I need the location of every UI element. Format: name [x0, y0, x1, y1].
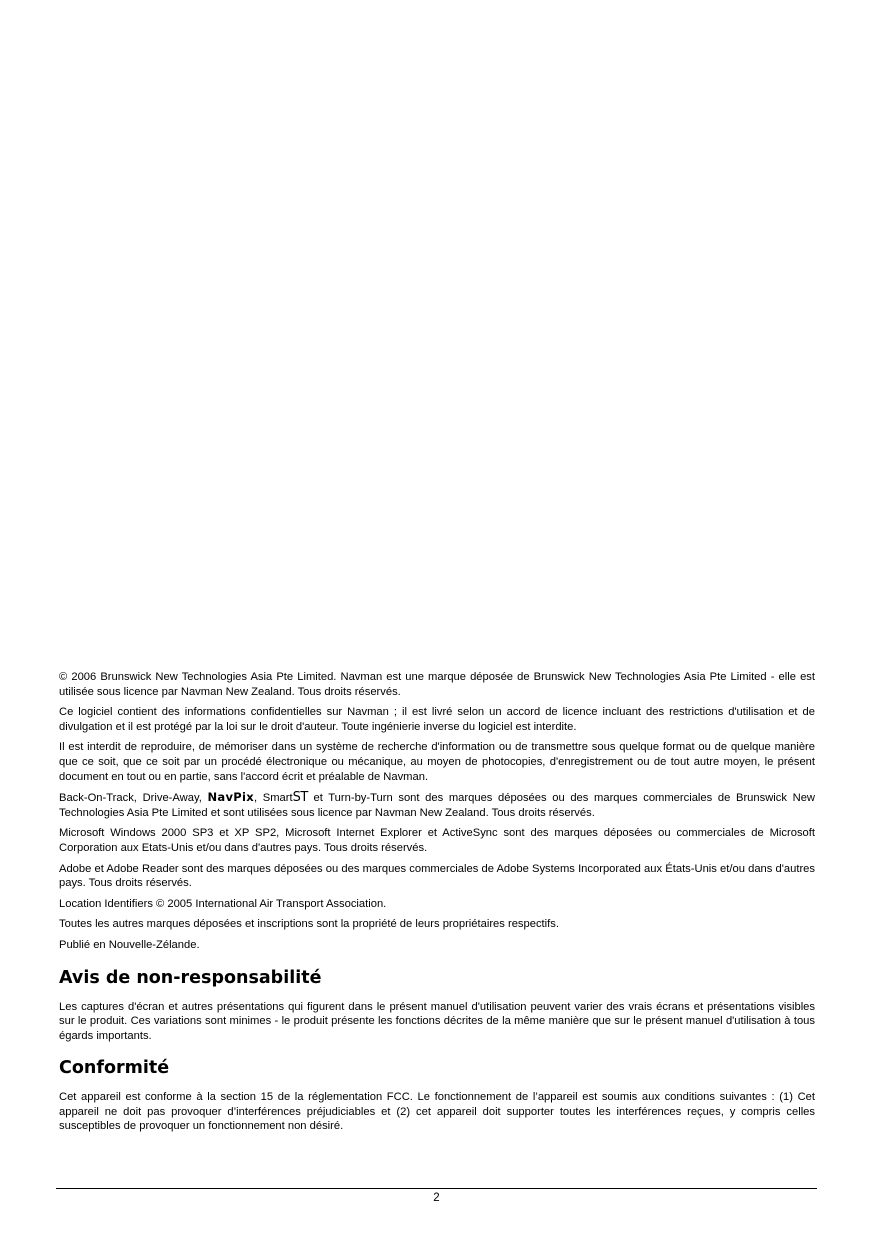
- confidential-software-paragraph: Ce logiciel contient des informations confidentielles sur Navman ; il est livré selon un accord de licence incluant des restrictions d'utilisation et de divulgation et il est protégé par la loi sur le droit d'auteur. Toute ingénierie inverse du logiciel est interdite.: [59, 706, 815, 733]
- other-trademarks-paragraph: Toutes les autres marques déposées et inscriptions sont la propriété de leurs propriétaires respectifs.: [59, 918, 559, 931]
- compliance-paragraph: Cet appareil est conforme à la section 15 de la réglementation FCC. Le fonctionnement de l’appareil est soumis aux conditions suivantes : (1) Cet appareil ne doit pas provoquer d’interférences préjudiciables et (2) cet appareil doit supporter toutes les interférences reçues, y compris celles susceptibles de provoquer un fonctionnement non désiré.: [59, 1091, 815, 1133]
- trademarks-navman-paragraph: [59, 790, 815, 820]
- copyright-paragraph: © 2006 Brunswick New Technologies Asia Pte Limited. Navman est une marque déposée de Brunswick New Technologies Asia Pte Limited - elle est utilisée sous licence par Navman New Zealand. Tous droits réservés.: [59, 671, 815, 698]
- smartst-st-logo-text: ST: [292, 790, 308, 806]
- disclaimer-paragraph: Les captures d'écran et autres présentations qui figurent dans le présent manuel d'utilisation peuvent varier des vrais écrans et présentations visibles sur le produit. Ces variations sont minimes - le produit présente les fonctions décrites de la même manière que sur le présent manuel d'utilisation à tous égards importants.: [59, 1000, 815, 1042]
- page-number: 2: [433, 1192, 440, 1204]
- reproduction-prohibited-paragraph: Il est interdit de reproduire, de mémoriser dans un système de recherche d'information ou de transmettre sous quelque format ou de quelque manière que ce soit, que ce soit par un procédé électronique ou mécanique, au moyen de photocopies, d'enregistrement ou de tout autre moyen, le présent document en tout ou en partie, sans l'accord écrit et préalable de Navman.: [59, 741, 815, 783]
- smartst-smart-text: Smart: [262, 792, 293, 805]
- microsoft-trademarks-paragraph: Microsoft Windows 2000 SP3 et XP SP2, Microsoft Internet Explorer et ActiveSync sont des marques déposées ou commerciales de Microsoft Corporation aux Etats-Unis et/ou dans d'autres pays. Tous droits réservés.: [59, 827, 815, 854]
- adobe-trademarks-paragraph: Adobe et Adobe Reader sont des marques déposées ou des marques commerciales de Adobe Systems Incorporated aux États-Unis et/ou dans d'autres pays. Tous droits réservés.: [59, 862, 815, 890]
- published-in-paragraph: Publié en Nouvelle-Zélande.: [59, 938, 200, 951]
- navpix-logo-text: NavPix: [207, 790, 254, 805]
- disclaimer-heading: Avis de non-responsabilité: [59, 967, 322, 988]
- location-identifiers-paragraph: Location Identifiers © 2005 International Air Transport Association.: [59, 897, 387, 910]
- trademarks-comma: ,: [253, 792, 263, 805]
- page-content: [59, 670, 815, 1140]
- trademarks-rest-text: et Turn-by-Turn sont des marques déposées ou des marques commerciales de Brunswick New Technologies Asia Pte Limited et sont utilisées sous licence par Navman New Zealand. Tous droits réservés.: [59, 792, 816, 819]
- compliance-heading: Conformité: [59, 1058, 170, 1079]
- trademarks-intro-text: Back-On-Track, Drive-Away,: [59, 792, 208, 805]
- footer-divider: [56, 1188, 817, 1189]
